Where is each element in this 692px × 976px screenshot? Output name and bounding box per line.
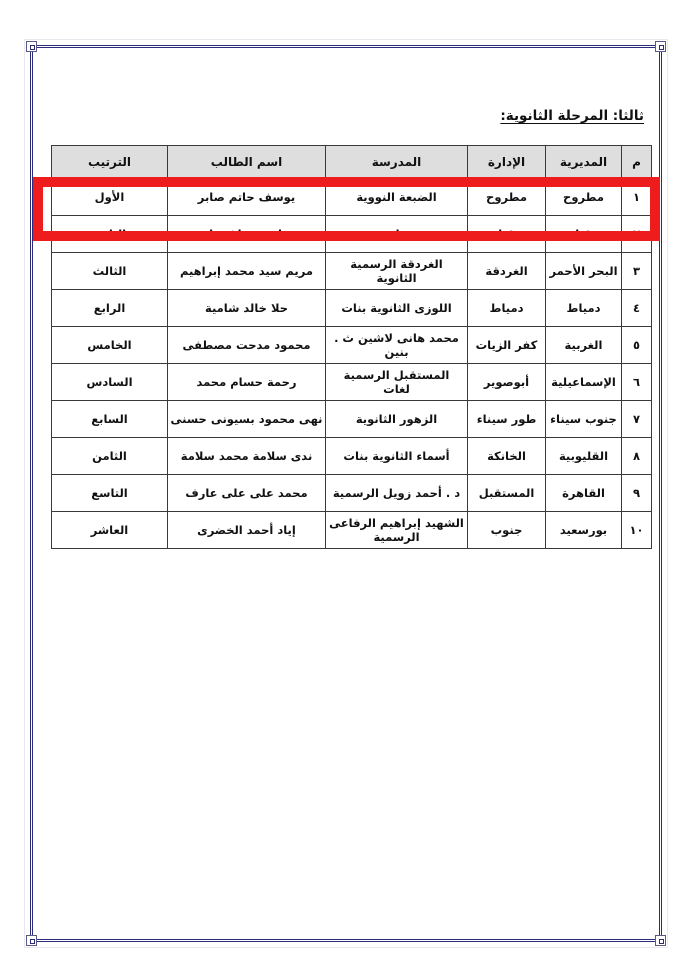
table-header	[52, 146, 652, 179]
cell-directorate: الغربية	[546, 327, 622, 364]
frame-handle-bottom-right[interactable]	[655, 935, 666, 946]
cell-rank: السابع	[52, 401, 168, 438]
cell-no: ١	[622, 179, 652, 216]
frame-handle-top-right[interactable]	[655, 41, 666, 52]
frame-handle-bottom-left[interactable]	[26, 935, 37, 946]
cell-student-name: محمود مدحت مصطفى	[168, 327, 326, 364]
cell-no: ٣	[622, 253, 652, 290]
cell-student-name: محمد على على عارف	[168, 475, 326, 512]
cell-administration: مطروح	[468, 179, 546, 216]
cell-rank: الثاني	[52, 216, 168, 253]
table-row	[52, 179, 652, 216]
school-line-2: بنين	[384, 345, 409, 359]
table-row	[52, 512, 652, 549]
cell-student-name: حلا خالد شامية	[168, 290, 326, 327]
school-line-2: الرسمية	[373, 530, 420, 544]
cell-administration: المستقبل	[468, 475, 546, 512]
cell-student-name: بسملة مصطفى امين	[168, 216, 326, 253]
cell-directorate: قنا	[546, 216, 622, 253]
cell-rank: الثالث	[52, 253, 168, 290]
cell-administration: دمياط	[468, 290, 546, 327]
table-header-row	[52, 146, 652, 179]
cell-rank: السادس	[52, 364, 168, 401]
cell-rank: التاسع	[52, 475, 168, 512]
cell-school	[326, 179, 468, 216]
school-line-1: الزهور الثانوية	[355, 411, 438, 426]
table-row	[52, 364, 652, 401]
school-line-1: الغردقة الرسمية	[350, 256, 443, 271]
cell-directorate: الإسماعيلية	[546, 364, 622, 401]
cell-directorate: مطروح	[546, 179, 622, 216]
document-body	[40, 60, 652, 920]
cell-school	[326, 401, 468, 438]
cell-school	[326, 253, 468, 290]
cell-directorate: بورسعيد	[546, 512, 622, 549]
cell-no: ٢	[622, 216, 652, 253]
frame-handle-top-left[interactable]	[26, 41, 37, 52]
cell-student-name: نهى محمود بسيونى حسنى	[168, 401, 326, 438]
cell-no: ٥	[622, 327, 652, 364]
school-line-1: الضبعة النووية	[356, 189, 437, 204]
cell-student-name: رحمة حسام محمد	[168, 364, 326, 401]
cell-directorate: القليوبية	[546, 438, 622, 475]
cell-directorate: جنوب سيناء	[546, 401, 622, 438]
cell-rank: الرابع	[52, 290, 168, 327]
cell-student-name: مريم سيد محمد إبراهيم	[168, 253, 326, 290]
cell-administration: طور سيناء	[468, 401, 546, 438]
cell-directorate: القاهرة	[546, 475, 622, 512]
column-header-rank: الترتيب	[52, 146, 168, 179]
cell-school	[326, 364, 468, 401]
column-header-school: المدرسة	[326, 146, 468, 179]
column-header-directorate: المديرية	[546, 146, 622, 179]
school-line-1: د . أحمد زويل الرسمية	[332, 485, 461, 500]
cell-rank: العاشر	[52, 512, 168, 549]
cell-school	[326, 290, 468, 327]
school-line-1: المستقبل الرسمية	[343, 367, 450, 382]
results-table-container	[52, 145, 652, 549]
cell-administration: أبوصوير	[468, 364, 546, 401]
table-row	[52, 253, 652, 290]
cell-rank: الأول	[52, 179, 168, 216]
school-line-1: أسماء الثانوية بنات	[343, 448, 450, 463]
school-line-1: اللوزى الثانوية بنات	[341, 300, 452, 315]
cell-school	[326, 438, 468, 475]
column-header-no: م	[622, 146, 652, 179]
cell-no: ٦	[622, 364, 652, 401]
cell-school	[326, 512, 468, 549]
school-line-2: بنات	[384, 226, 409, 241]
table-body	[52, 179, 652, 549]
results-table	[51, 145, 652, 549]
cell-student-name: ندى سلامة محمد سلامة	[168, 438, 326, 475]
school-line-2: الثانوية	[376, 271, 417, 285]
table-row	[52, 327, 652, 364]
cell-administration: كفر الزيات	[468, 327, 546, 364]
cell-no: ٨	[622, 438, 652, 475]
school-line-1: محمد هانى لاشين ث .	[334, 330, 459, 345]
cell-student-name: يوسف حاتم صابر	[168, 179, 326, 216]
cell-administration: الغردقة	[468, 253, 546, 290]
table-row	[52, 401, 652, 438]
table-row	[52, 216, 652, 253]
cell-administration: الخانكة	[468, 438, 546, 475]
column-header-administration: الإدارة	[468, 146, 546, 179]
cell-no: ٤	[622, 290, 652, 327]
cell-directorate: البحر الأحمر	[546, 253, 622, 290]
cell-no: ٧	[622, 401, 652, 438]
school-line-1: الشهيد إبراهيم الرفاعى	[329, 515, 464, 530]
cell-administration: جنوب	[468, 512, 546, 549]
section-title: ثالثا: المرحلة الثانوية:	[500, 108, 644, 124]
cell-no: ١٠	[622, 512, 652, 549]
cell-school	[326, 327, 468, 364]
cell-directorate: دمياط	[546, 290, 622, 327]
column-header-student-name: اسم الطالب	[168, 146, 326, 179]
school-line-2: لغات	[383, 382, 410, 396]
cell-student-name: إياد أحمد الخضرى	[168, 512, 326, 549]
table-row	[52, 438, 652, 475]
table-row	[52, 290, 652, 327]
cell-no: ٩	[622, 475, 652, 512]
cell-administration: قنا	[468, 216, 546, 253]
table-row	[52, 475, 652, 512]
cell-rank: الثامن	[52, 438, 168, 475]
cell-school	[326, 475, 468, 512]
cell-rank: الخامس	[52, 327, 168, 364]
cell-school	[326, 216, 468, 253]
